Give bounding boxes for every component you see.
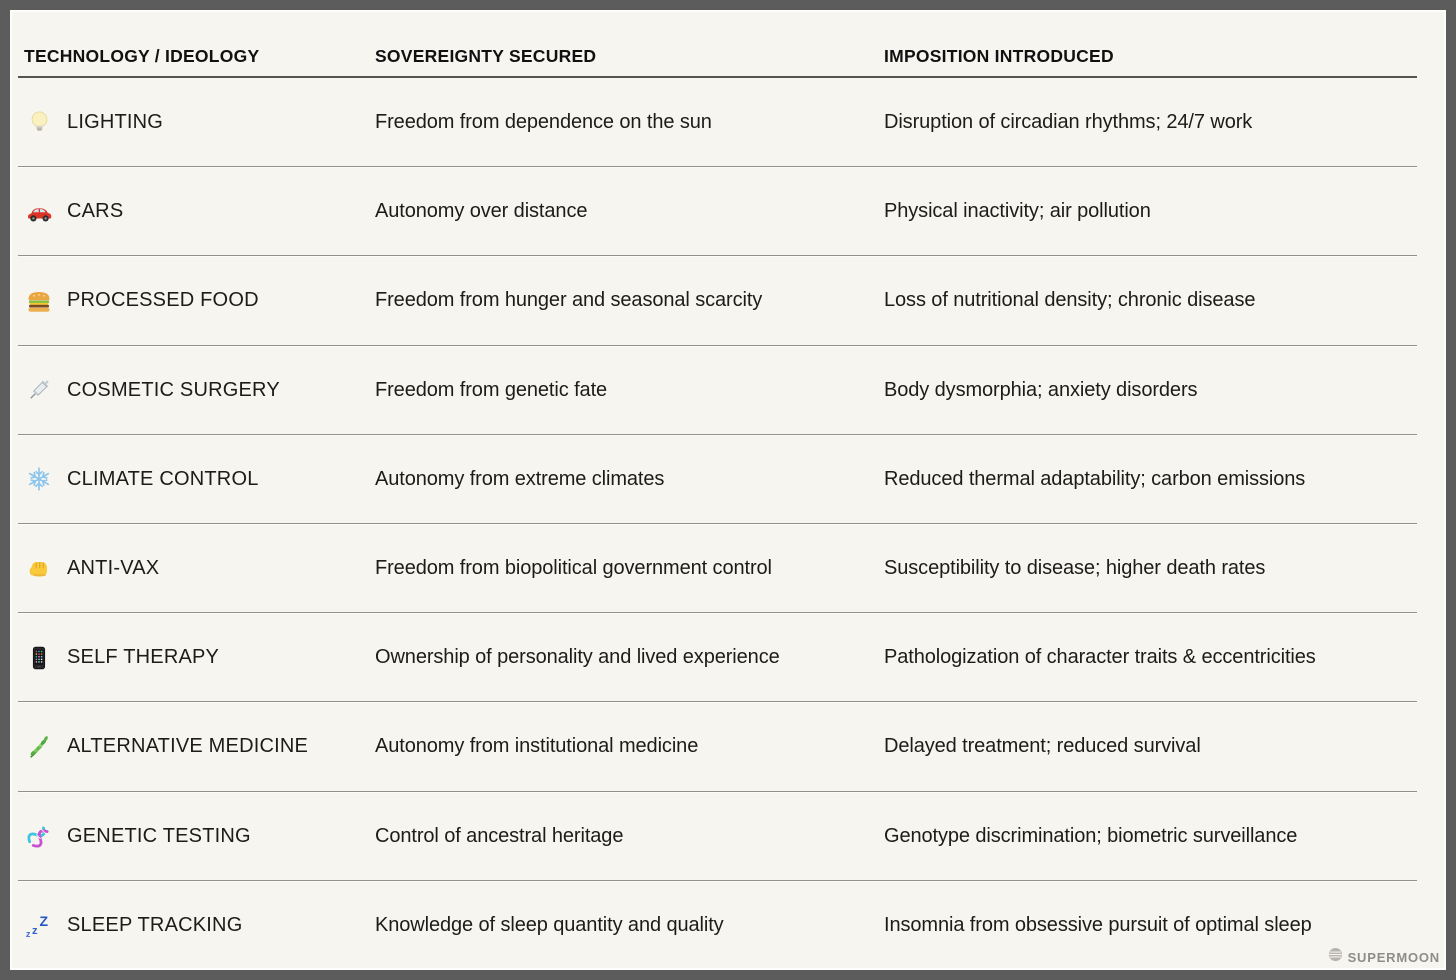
imposition-cell: Body dysmorphia; anxiety disorders [884,378,1198,401]
table-header [10,10,1446,78]
hamburger-icon [24,286,54,316]
tech-label: COSMETIC SURGERY [67,378,280,401]
table-row [10,78,1446,167]
imposition-cell: Insomnia from obsessive pursuit of optimal sleep [884,913,1312,936]
tech-cell [24,375,375,405]
sovereignty-cell: Knowledge of sleep quantity and quality [375,913,724,936]
snowflake-icon [24,464,54,494]
svg-text:Z: Z [39,913,49,930]
sovereignty-cell: Autonomy over distance [375,200,588,223]
imposition-cell: Loss of nutritional density; chronic disease [884,289,1256,312]
tech-label: GENETIC TESTING [67,824,251,847]
syringe-icon [24,375,54,405]
car-icon [24,197,54,227]
mobile-phone-icon [24,643,54,673]
lightbulb-icon [24,108,54,138]
column-header-sovereignty: SOVEREIGNTY SECURED [375,46,597,66]
tech-label: ALTERNATIVE MEDICINE [67,735,309,758]
tech-cell [24,821,375,851]
tech-label: CARS [67,200,124,223]
svg-text:z: z [25,929,31,940]
table-body [10,78,1446,970]
sovereignty-cell: Freedom from genetic fate [375,378,608,401]
tech-cell [24,732,375,762]
column-header-imposition: IMPOSITION INTRODUCED [884,46,1114,66]
tech-cell [24,197,375,227]
brand-watermark [1328,947,1440,967]
svg-text:z: z [32,925,38,938]
sovereignty-cell: Freedom from dependence on the sun [375,111,712,134]
table-row [10,346,1446,435]
tech-label: LIGHTING [67,111,164,134]
tech-cell [24,286,375,316]
tech-label: ANTI-VAX [67,557,160,580]
column-header-technology: TECHNOLOGY / IDEOLOGY [24,46,260,66]
tech-cell [24,910,375,940]
sovereignty-cell: Control of ancestral heritage [375,824,624,847]
imposition-cell: Susceptibility to disease; higher death rates [884,557,1266,580]
zzz-icon [24,910,54,940]
herb-icon [24,732,54,762]
dna-icon [24,821,54,851]
raised-fist-icon [24,554,54,584]
sovereignty-cell: Autonomy from institutional medicine [375,735,699,758]
brand-name: SUPERMOON [1347,949,1440,965]
imposition-cell: Delayed treatment; reduced survival [884,735,1201,758]
imposition-cell: Physical inactivity; air pollution [884,200,1151,223]
tech-cell [24,464,375,494]
tech-cell [24,554,375,584]
table-row [10,613,1446,702]
supermoon-globe-icon [1328,947,1343,967]
tech-cell [24,643,375,673]
imposition-cell: Disruption of circadian rhythms; 24/7 work [884,111,1253,134]
table-row [10,792,1446,881]
table-row [10,881,1446,970]
tech-label: CLIMATE CONTROL [67,467,259,490]
tech-label: SLEEP TRACKING [67,913,243,936]
sovereignty-cell: Ownership of personality and lived experience [375,646,780,669]
imposition-cell: Pathologization of character traits & eccentricities [884,646,1316,669]
imposition-cell: Reduced thermal adaptability; carbon emissions [884,467,1306,490]
tech-label: PROCESSED FOOD [67,289,259,312]
sovereignty-cell: Autonomy from extreme climates [375,467,665,490]
imposition-cell: Genotype discrimination; biometric surveillance [884,824,1298,847]
tech-label: SELF THERAPY [67,646,220,669]
table-row [10,167,1446,256]
sovereignty-cell: Freedom from biopolitical government control [375,557,772,580]
table-row [10,256,1446,345]
table-row [10,524,1446,613]
table-row [10,702,1446,791]
sovereignty-cell: Freedom from hunger and seasonal scarcity [375,289,763,312]
tech-cell [24,108,375,138]
table-row [10,435,1446,524]
